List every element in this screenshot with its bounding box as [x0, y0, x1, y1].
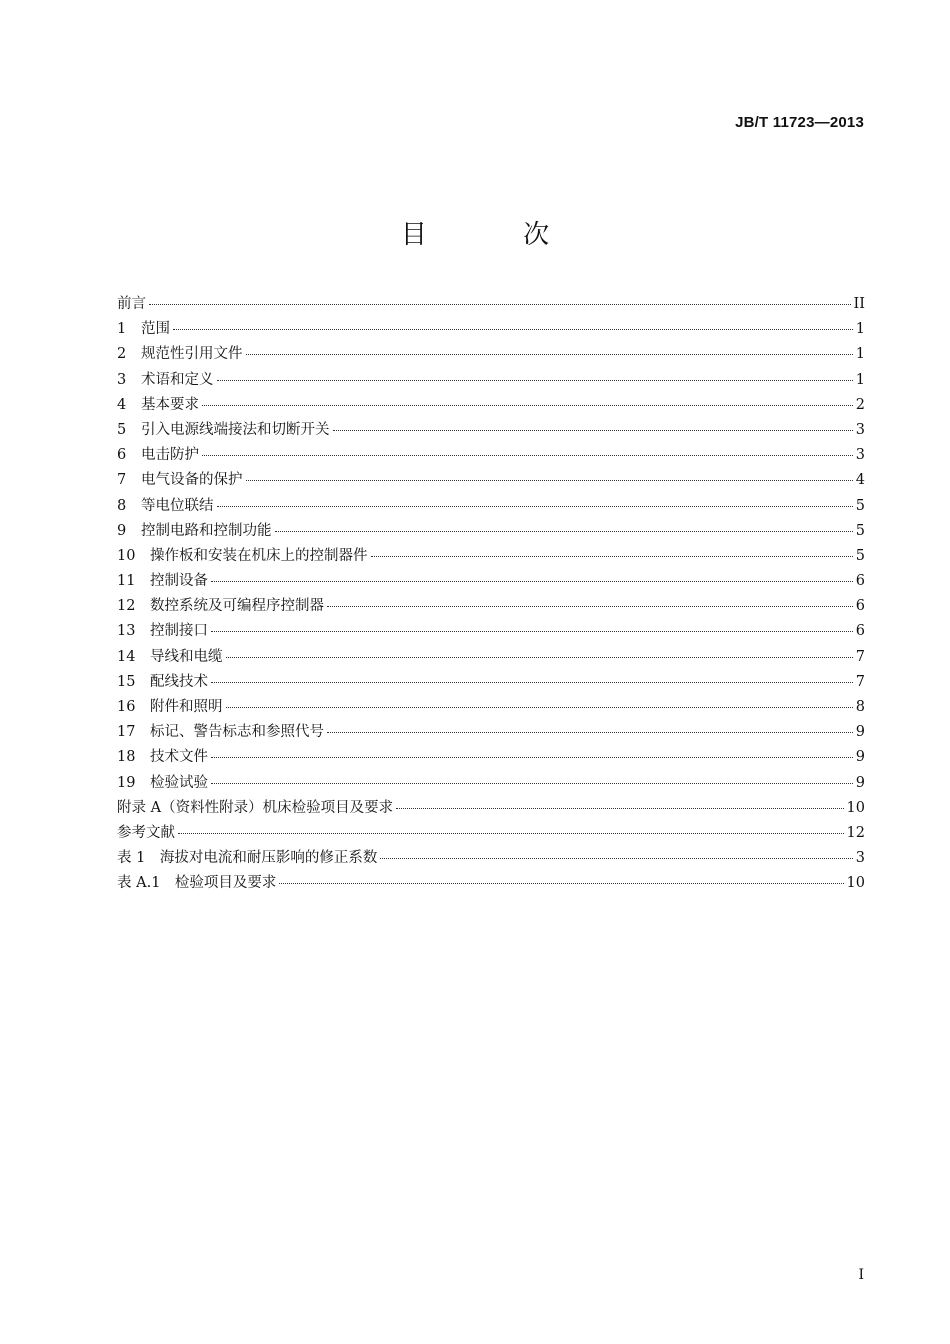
toc-entry[interactable]: [117, 393, 865, 418]
toc-entry-page: 1: [855, 371, 865, 388]
toc-entry-page: 1: [855, 346, 865, 363]
toc-dot-leader: [275, 531, 853, 532]
toc-entry-page: 8: [855, 699, 865, 715]
toc-dot-leader: [217, 380, 853, 381]
toc-entry-label: 电击防护: [141, 447, 199, 464]
toc-entry[interactable]: [117, 368, 865, 393]
toc-entry-label: 规范性引用文件: [141, 346, 243, 363]
toc-dot-leader: [211, 631, 853, 632]
toc-entry[interactable]: [117, 745, 865, 770]
toc-entry-label: 基本要求: [141, 396, 199, 413]
toc-entry-label: 电气设备的保护: [141, 472, 243, 489]
toc-title: 目 次: [400, 220, 594, 250]
toc-dot-leader: [246, 480, 853, 481]
toc-entry-label: 控制电路和控制功能: [141, 522, 272, 539]
toc-list: [117, 292, 865, 897]
toc-entry-page: 7: [855, 648, 865, 665]
toc-entry[interactable]: [117, 720, 865, 745]
toc-entry-label: 术语和定义: [141, 371, 214, 388]
toc-entry-page: 3: [855, 447, 865, 464]
toc-entry-page: 7: [855, 673, 865, 690]
toc-entry-label: 操作板和安装在机床上的控制器件: [150, 547, 368, 564]
toc-entry-page: 6: [855, 573, 865, 590]
toc-entry[interactable]: [117, 317, 865, 342]
toc-entry-number: 12: [117, 598, 136, 615]
toc-entry[interactable]: [117, 871, 865, 896]
toc-entry-page: 9: [855, 749, 865, 766]
toc-dot-leader: [217, 506, 853, 507]
toc-entry[interactable]: [117, 443, 865, 468]
toc-dot-leader: [173, 329, 853, 330]
toc-entry-number: 9: [117, 522, 127, 539]
toc-entry-number: 6: [117, 447, 127, 464]
toc-entry-page: 10: [846, 875, 865, 892]
toc-entry-label: 配线技术: [150, 673, 208, 690]
toc-entry[interactable]: [117, 292, 865, 317]
toc-entry-number: 13: [117, 623, 136, 640]
toc-entry[interactable]: [117, 342, 865, 367]
toc-entry-label: 范围: [141, 321, 170, 338]
toc-dot-leader: [279, 883, 843, 884]
toc-entry[interactable]: [117, 771, 865, 796]
toc-dot-leader: [327, 606, 853, 607]
toc-entry-label: 参考文献: [117, 824, 175, 841]
toc-entry-label: 附件和照明: [150, 699, 223, 715]
toc-dot-leader: [211, 581, 853, 582]
toc-entry-page: 3: [855, 850, 865, 867]
toc-entry-number: 7: [117, 472, 127, 489]
toc-entry-number: 19: [117, 774, 136, 791]
toc-entry-number: 4: [117, 396, 127, 413]
toc-dot-leader: [333, 430, 853, 431]
toc-entry[interactable]: [117, 418, 865, 443]
toc-entry[interactable]: [117, 468, 865, 493]
toc-entry-label: 标记、警告标志和参照代号: [150, 724, 324, 741]
toc-entry-page: 1: [855, 321, 865, 338]
toc-entry-page: 5: [855, 522, 865, 539]
toc-entry[interactable]: [117, 619, 865, 644]
toc-entry-label: 控制接口: [150, 623, 208, 640]
toc-entry[interactable]: [117, 519, 865, 544]
toc-dot-leader: [202, 405, 853, 406]
toc-entry-number: 16: [117, 699, 136, 715]
toc-entry-page: 12: [846, 824, 865, 841]
toc-entry-page: 4: [855, 472, 865, 489]
toc-entry-number: 14: [117, 648, 136, 665]
toc-entry-label: 控制设备: [150, 573, 208, 590]
toc-entry-label: 导线和电缆: [150, 648, 223, 665]
toc-entry-label: 检验试验: [150, 774, 208, 791]
toc-dot-leader: [211, 682, 853, 683]
toc-entry-label: 前言: [117, 296, 146, 312]
toc-dot-leader: [202, 455, 853, 456]
toc-entry[interactable]: [117, 695, 865, 720]
toc-dot-leader: [327, 732, 853, 733]
toc-entry-page: 2: [855, 396, 865, 413]
toc-entry-page: 5: [855, 547, 865, 564]
toc-dot-leader: [226, 657, 853, 658]
page-number: I: [858, 1267, 864, 1283]
toc-dot-leader: [178, 833, 844, 834]
toc-entry-label: 引入电源线端接法和切断开关: [141, 421, 330, 438]
toc-entry-label: 表 A.1 检验项目及要求: [117, 875, 277, 892]
toc-entry[interactable]: [117, 494, 865, 519]
toc-dot-leader: [380, 858, 852, 859]
toc-entry[interactable]: [117, 645, 865, 670]
toc-entry-number: 18: [117, 749, 136, 766]
toc-dot-leader: [226, 707, 853, 708]
toc-entry[interactable]: [117, 569, 865, 594]
toc-entry[interactable]: [117, 670, 865, 695]
toc-entry-page: II: [853, 296, 865, 312]
toc-entry-label: 附录 A（资料性附录）机床检验项目及要求: [117, 799, 394, 816]
toc-entry-number: 11: [117, 573, 136, 590]
toc-entry-number: 1: [117, 321, 127, 338]
toc-entry[interactable]: [117, 846, 865, 871]
toc-entry-page: 6: [855, 598, 865, 615]
toc-entry-number: 5: [117, 421, 127, 438]
toc-entry-page: 9: [855, 724, 865, 741]
toc-entry-number: 10: [117, 547, 136, 564]
toc-entry-page: 9: [855, 774, 865, 791]
toc-dot-leader: [211, 783, 853, 784]
toc-dot-leader: [211, 757, 853, 758]
toc-dot-leader: [371, 556, 853, 557]
toc-entry-page: 5: [855, 497, 865, 514]
toc-entry[interactable]: [117, 796, 865, 821]
toc-entry[interactable]: [117, 821, 865, 846]
toc-entry-number: 8: [117, 497, 127, 514]
toc-entry-number: 3: [117, 371, 127, 388]
toc-entry-page: 10: [846, 799, 865, 816]
toc-entry-page: 3: [855, 421, 865, 438]
toc-entry[interactable]: [117, 594, 865, 619]
toc-entry-label: 技术文件: [150, 749, 208, 766]
toc-entry[interactable]: [117, 544, 865, 569]
toc-entry-label: 表 1 海拔对电流和耐压影响的修正系数: [117, 850, 378, 867]
toc-entry-label: 等电位联结: [141, 497, 214, 514]
standard-code: JB/T 11723—2013: [735, 114, 864, 131]
toc-dot-leader: [396, 808, 843, 809]
toc-entry-page: 6: [855, 623, 865, 640]
toc-entry-number: 2: [117, 346, 127, 363]
toc-entry-label: 数控系统及可编程序控制器: [150, 598, 324, 615]
toc-entry-number: 15: [117, 673, 136, 690]
toc-entry-number: 17: [117, 724, 136, 741]
toc-dot-leader: [246, 354, 853, 355]
toc-dot-leader: [149, 304, 851, 305]
